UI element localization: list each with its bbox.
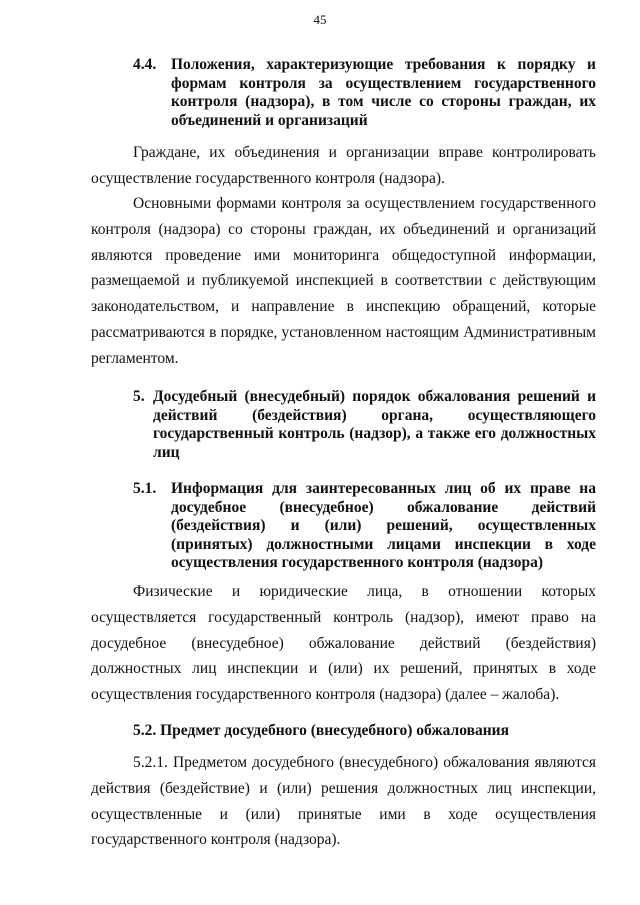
- page-number: 45: [313, 12, 327, 27]
- section-5-title: Досудебный (внесудебный) порядок обжалования решений и действий (бездействия) органа, осуществляющего государственный контроль (надзор), а также его должностных лиц: [153, 388, 596, 461]
- paragraph-control-forms: Основными формами контроля за осуществлением государственного контроля (надзора) со стороны граждан, их объединений и организаций являются проведение ими мониторинга общедоступной информации, размещаемой и публикуемой инспекцией в соответствии с действующим законодательством, и направление в инспекцию обращений, которые рассматриваются в порядке, установленном настоящим Административным регламентом.: [91, 195, 596, 367]
- section-5-heading: [133, 388, 596, 464]
- section-5-1-number: 5.1.: [133, 480, 157, 497]
- paragraph-appeal-right: Физические и юридические лица, в отношении которых осуществляется государственный контроль (надзор), имеют право на досудебное (внесудебное) обжалование действий (бездействия) должностных лиц инспекции и (или) их решений, принятых в ходе осуществления государственного контроля (надзора) (далее – жалоба).: [91, 583, 596, 704]
- paragraph-appeal-subject: 5.2.1. Предметом досудебного (внесудебного) обжалования являются действия (бездействие) и (или) решения должностных лиц инспекции, осуществленные и (или) принятые ими в ходе осуществления государственного контроля (надзора).: [91, 754, 596, 849]
- section-5-2-heading: 5.2. Предмет досудебного (внесудебного) обжалования: [133, 722, 509, 739]
- section-5-1-title: Информация для заинтересованных лиц об их праве на досудебное (внесудебное) обжалование действий (бездействия) и (или) решений, осуществленных (принятых) должностными лицами инспекции в ходе осуществления государственного контроля (надзора): [171, 480, 596, 571]
- section-5-1-heading: [133, 480, 596, 574]
- section-4-4-heading: [133, 56, 596, 132]
- paragraph-citizens-rights: Граждане, их объединения и организации вправе контролировать осуществление государственного контроля (надзора).: [91, 144, 596, 187]
- section-4-4-title: Положения, характеризующие требования к порядку и формам контроля за осуществлением государственного контроля (надзора), в том числе со стороны граждан, их объединений и организаций: [171, 56, 596, 129]
- section-5-number: 5.: [133, 388, 145, 405]
- section-4-4-number: 4.4.: [133, 56, 157, 73]
